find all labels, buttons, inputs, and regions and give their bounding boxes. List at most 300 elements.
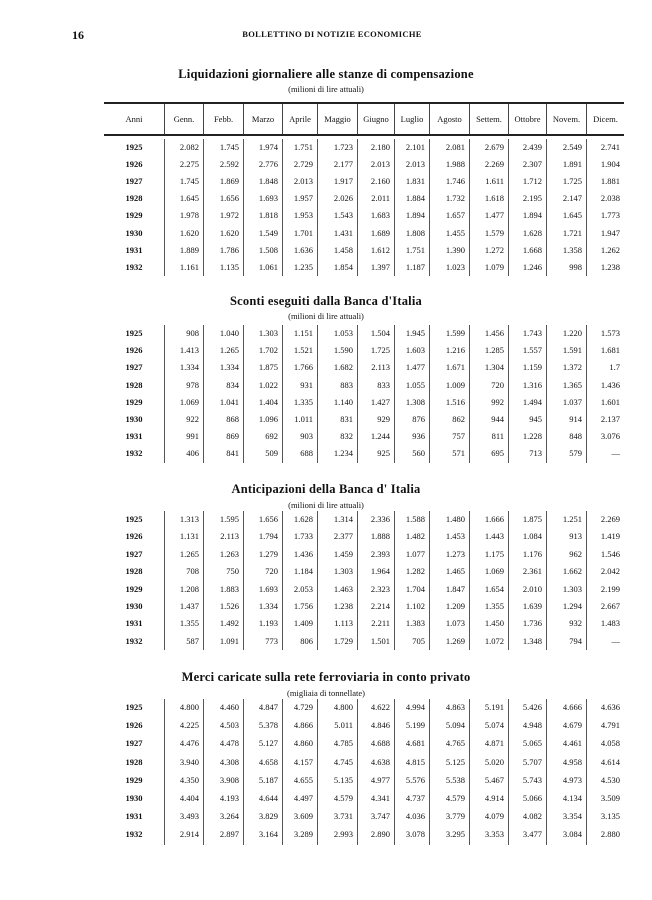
- value-cell: 2.729: [293, 159, 313, 170]
- value-cell: 2.147: [562, 193, 582, 204]
- year-cell: 1932: [125, 448, 143, 459]
- value-cell: 1.549: [258, 227, 278, 238]
- value-cell: 1.102: [405, 601, 425, 611]
- value-cell: 1.654: [484, 583, 504, 594]
- value-cell: 1.745: [179, 176, 199, 187]
- table-row: [104, 428, 624, 445]
- value-cell: 4.579: [445, 793, 465, 803]
- value-cell: 1.246: [522, 261, 542, 272]
- value-cell: 1.601: [600, 396, 620, 407]
- table-row: [104, 259, 624, 276]
- value-cell: 1.273: [445, 548, 465, 559]
- value-cell: 1.419: [600, 531, 620, 542]
- table-body: [104, 325, 624, 463]
- value-cell: 5.707: [522, 756, 542, 767]
- table-header: [104, 102, 624, 136]
- column-header: Maggio: [317, 104, 357, 134]
- value-cell: 1.603: [405, 345, 425, 356]
- value-cell: 1.279: [258, 548, 278, 559]
- value-cell: 1.303: [258, 328, 278, 338]
- value-cell: 1.579: [484, 227, 504, 238]
- value-cell: 3.264: [219, 811, 239, 822]
- value-cell: 4.745: [333, 756, 353, 767]
- value-cell: 1.269: [445, 635, 465, 646]
- value-cell: 1.884: [405, 193, 425, 204]
- section-subtitle: (milioni di lire attuali): [288, 311, 364, 321]
- value-cell: 1.355: [484, 601, 504, 611]
- value-cell: 931: [300, 379, 313, 390]
- value-cell: 2.361: [522, 566, 542, 577]
- value-cell: 1.794: [258, 531, 278, 542]
- value-cell: 4.622: [370, 702, 390, 712]
- value-cell: 1.397: [370, 261, 390, 272]
- value-cell: —: [611, 448, 620, 459]
- value-cell: 1.639: [522, 601, 542, 611]
- value-cell: 1.645: [179, 193, 199, 204]
- value-cell: 1.358: [562, 244, 582, 255]
- value-cell: 4.681: [405, 738, 425, 749]
- year-cell: 1928: [125, 566, 143, 577]
- value-cell: 1.701: [293, 227, 313, 238]
- value-cell: 1.657: [445, 210, 465, 221]
- value-cell: 1.733: [293, 531, 313, 542]
- column-header: Settem.: [469, 104, 508, 134]
- value-cell: 1.595: [219, 514, 239, 524]
- value-cell: 1.313: [179, 514, 199, 524]
- value-cell: 1.453: [445, 531, 465, 542]
- value-cell: 2.113: [220, 531, 239, 542]
- year-cell: 1926: [125, 159, 143, 170]
- value-cell: 5.125: [445, 756, 465, 767]
- value-cell: 4.847: [258, 702, 278, 712]
- value-cell: 1.7: [609, 362, 620, 373]
- value-cell: 1.208: [179, 583, 199, 594]
- table-row: [104, 808, 624, 825]
- value-cell: 1.978: [179, 210, 199, 221]
- value-cell: 1.557: [522, 345, 542, 356]
- value-cell: 1.477: [484, 210, 504, 221]
- value-cell: 1.508: [258, 244, 278, 255]
- value-cell: 932: [569, 618, 582, 629]
- value-cell: 4.497: [293, 793, 313, 803]
- year-cell: 1932: [125, 829, 143, 840]
- value-cell: 1.972: [219, 210, 239, 221]
- table-row: [104, 754, 624, 771]
- value-cell: 903: [300, 431, 313, 442]
- value-cell: 1.053: [333, 328, 353, 338]
- value-cell: 1.244: [370, 431, 390, 442]
- value-cell: 1.494: [522, 396, 542, 407]
- value-cell: 1.599: [445, 328, 465, 338]
- value-cell: 1.492: [219, 618, 239, 629]
- value-cell: 4.765: [445, 738, 465, 749]
- section-title: Anticipazioni della Banca d' Italia: [231, 482, 421, 496]
- value-cell: 1.668: [522, 244, 542, 255]
- value-cell: 4.193: [219, 793, 239, 803]
- value-cell: 3.164: [258, 829, 278, 840]
- value-cell: 1.037: [562, 396, 582, 407]
- value-cell: 1.704: [405, 583, 425, 594]
- value-cell: 5.538: [445, 774, 465, 785]
- value-cell: 1.526: [219, 601, 239, 611]
- value-cell: 1.069: [179, 396, 199, 407]
- value-cell: 1.725: [370, 345, 390, 356]
- value-cell: 2.101: [405, 142, 425, 152]
- table-row: [104, 826, 624, 843]
- value-cell: 1.964: [370, 566, 390, 577]
- value-cell: 688: [300, 448, 313, 459]
- value-cell: 4.914: [484, 793, 504, 803]
- table-body: [104, 511, 624, 650]
- table-row: [104, 615, 624, 632]
- year-cell: 1925: [125, 514, 143, 524]
- year-cell: 1927: [125, 548, 143, 559]
- year-cell: 1929: [125, 583, 143, 594]
- value-cell: 5.066: [522, 793, 542, 803]
- value-cell: 1.334: [179, 362, 199, 373]
- column-header: Anni: [125, 114, 143, 124]
- value-cell: 4.737: [405, 793, 425, 803]
- value-cell: 832: [340, 431, 353, 442]
- value-cell: 4.079: [484, 811, 504, 822]
- value-cell: 1.069: [484, 566, 504, 577]
- value-cell: 2.082: [179, 142, 199, 152]
- value-cell: 2.010: [522, 583, 542, 594]
- value-cell: 1.372: [562, 362, 582, 373]
- value-cell: 4.636: [600, 702, 620, 712]
- table-row: [104, 546, 624, 563]
- table-row: [104, 139, 624, 156]
- table-body: [104, 139, 624, 276]
- value-cell: 1.723: [333, 142, 353, 152]
- value-cell: 868: [226, 414, 239, 424]
- value-cell: 862: [452, 414, 465, 424]
- value-cell: 2.592: [219, 159, 239, 170]
- value-cell: 2.214: [370, 601, 390, 611]
- value-cell: 1.436: [600, 379, 620, 390]
- value-cell: 4.866: [293, 720, 313, 731]
- year-cell: 1930: [125, 414, 143, 424]
- value-cell: 1.335: [293, 396, 313, 407]
- value-cell: 2.336: [370, 514, 390, 524]
- value-cell: 1.745: [219, 142, 239, 152]
- value-cell: 1.743: [522, 328, 542, 338]
- value-cell: 1.831: [405, 176, 425, 187]
- value-cell: 3.779: [445, 811, 465, 822]
- value-cell: 2.439: [522, 142, 542, 152]
- year-cell: 1928: [125, 756, 143, 767]
- value-cell: 1.151: [293, 328, 313, 338]
- value-cell: 1.662: [562, 566, 582, 577]
- value-cell: 773: [265, 635, 278, 646]
- value-cell: 1.751: [405, 244, 425, 255]
- value-cell: 2.013: [405, 159, 425, 170]
- value-cell: 2.011: [371, 193, 390, 204]
- value-cell: 1.220: [562, 328, 582, 338]
- value-cell: 1.746: [445, 176, 465, 187]
- year-cell: 1932: [125, 261, 143, 272]
- table-row: [104, 225, 624, 242]
- value-cell: 1.875: [258, 362, 278, 373]
- value-cell: 1.234: [333, 448, 353, 459]
- value-cell: 1.773: [600, 210, 620, 221]
- value-cell: 1.480: [445, 514, 465, 524]
- value-cell: 848: [569, 431, 582, 442]
- year-cell: 1925: [125, 702, 143, 712]
- value-cell: 1.316: [522, 379, 542, 390]
- value-cell: 4.863: [445, 702, 465, 712]
- table-row: [104, 242, 624, 259]
- value-cell: 2.081: [445, 142, 465, 152]
- value-cell: 5.065: [522, 738, 542, 749]
- value-cell: 5.378: [258, 720, 278, 731]
- table-row: [104, 772, 624, 789]
- year-cell: 1925: [125, 142, 143, 152]
- value-cell: 831: [340, 414, 353, 424]
- value-cell: 1.314: [333, 514, 353, 524]
- value-cell: 3.609: [293, 811, 313, 822]
- value-cell: 2.269: [484, 159, 504, 170]
- value-cell: 1.175: [484, 548, 504, 559]
- value-cell: 1.209: [445, 601, 465, 611]
- value-cell: 1.303: [333, 566, 353, 577]
- value-cell: 1.193: [258, 618, 278, 629]
- value-cell: 1.477: [405, 362, 425, 373]
- table-row: [104, 207, 624, 224]
- value-cell: 3.353: [484, 829, 504, 840]
- value-cell: 2.042: [600, 566, 620, 577]
- value-cell: 5.199: [405, 720, 425, 731]
- value-cell: 1.009: [445, 379, 465, 390]
- value-cell: 998: [569, 261, 582, 272]
- table-row: [104, 598, 624, 615]
- value-cell: 1.187: [405, 261, 425, 272]
- table-row: [104, 325, 624, 342]
- value-cell: 4.958: [562, 756, 582, 767]
- value-cell: 1.636: [293, 244, 313, 255]
- column-header: Dicem.: [586, 104, 624, 134]
- column-header: Marzo: [243, 104, 282, 134]
- value-cell: 4.800: [179, 702, 199, 712]
- value-cell: 1.061: [258, 261, 278, 272]
- value-cell: 1.612: [370, 244, 390, 255]
- value-cell: 708: [186, 566, 199, 577]
- value-cell: 991: [186, 431, 199, 442]
- value-cell: 4.666: [562, 702, 582, 712]
- value-cell: 4.476: [179, 738, 199, 749]
- value-cell: 4.460: [219, 702, 239, 712]
- value-cell: 4.225: [179, 720, 199, 731]
- page-header: [72, 28, 592, 42]
- value-cell: 1.573: [600, 328, 620, 338]
- value-cell: 1.516: [445, 396, 465, 407]
- value-cell: 1.023: [445, 261, 465, 272]
- value-cell: 922: [186, 414, 199, 424]
- section-subtitle: (milioni di lire attuali): [288, 84, 364, 94]
- value-cell: 1.988: [445, 159, 465, 170]
- value-cell: 5.191: [484, 702, 504, 712]
- value-cell: 1.413: [179, 345, 199, 356]
- section-title: Liquidazioni giornaliere alle stanze di compensazione: [178, 67, 474, 81]
- section-subtitle: (milioni di lire attuali): [288, 500, 364, 510]
- value-cell: 1.409: [293, 618, 313, 629]
- running-title: BOLLETTINO DI NOTIZIE ECONOMICHE: [242, 29, 422, 39]
- value-cell: 3.477: [522, 829, 542, 840]
- table-body: [104, 699, 624, 845]
- value-cell: 3.747: [370, 811, 390, 822]
- value-cell: 1.294: [562, 601, 582, 611]
- value-cell: 4.341: [370, 793, 390, 803]
- value-cell: 2.741: [600, 142, 620, 152]
- value-cell: 4.800: [333, 702, 353, 712]
- value-cell: 4.530: [600, 774, 620, 785]
- page-number: 16: [72, 28, 84, 42]
- value-cell: 1.656: [258, 514, 278, 524]
- value-cell: 1.504: [370, 328, 390, 338]
- value-cell: 4.815: [405, 756, 425, 767]
- value-cell: 2.137: [600, 414, 620, 424]
- value-cell: 4.679: [562, 720, 582, 731]
- value-cell: 4.478: [219, 738, 239, 749]
- value-cell: 876: [412, 414, 425, 424]
- value-cell: 1.483: [600, 618, 620, 629]
- value-cell: 1.238: [600, 261, 620, 272]
- value-cell: 3.829: [258, 811, 278, 822]
- year-cell: 1930: [125, 601, 143, 611]
- value-cell: 3.908: [219, 774, 239, 785]
- table-row: [104, 377, 624, 394]
- value-cell: 1.974: [258, 142, 278, 152]
- value-cell: 2.914: [179, 829, 199, 840]
- year-cell: 1931: [125, 618, 143, 629]
- value-cell: 509: [265, 448, 278, 459]
- value-cell: 1.455: [445, 227, 465, 238]
- value-cell: 2.897: [219, 829, 239, 840]
- value-cell: 1.808: [405, 227, 425, 238]
- value-cell: 406: [186, 448, 199, 459]
- value-cell: 1.404: [258, 396, 278, 407]
- value-cell: 1.953: [293, 210, 313, 221]
- value-cell: 4.134: [562, 793, 582, 803]
- value-cell: 4.977: [370, 774, 390, 785]
- value-cell: 1.854: [333, 261, 353, 272]
- value-cell: 4.860: [293, 738, 313, 749]
- table-row: [104, 581, 624, 598]
- table-row: [104, 717, 624, 734]
- value-cell: 4.082: [522, 811, 542, 822]
- value-cell: 1.671: [445, 362, 465, 373]
- value-cell: 571: [452, 448, 465, 459]
- value-cell: 1.546: [600, 548, 620, 559]
- value-cell: 720: [491, 379, 504, 390]
- value-cell: 1.888: [370, 531, 390, 542]
- value-cell: 1.272: [484, 244, 504, 255]
- value-cell: 4.688: [370, 738, 390, 749]
- value-cell: 1.756: [293, 601, 313, 611]
- value-cell: 1.917: [333, 176, 353, 187]
- value-cell: 2.269: [600, 514, 620, 524]
- value-cell: 1.079: [484, 261, 504, 272]
- value-cell: 3.289: [293, 829, 313, 840]
- value-cell: 1.216: [445, 345, 465, 356]
- value-cell: 5.743: [522, 774, 542, 785]
- value-cell: 4.404: [179, 793, 199, 803]
- value-cell: 1.736: [522, 618, 542, 629]
- value-cell: 5.426: [522, 702, 542, 712]
- value-cell: 5.187: [258, 774, 278, 785]
- value-cell: 1.729: [333, 635, 353, 646]
- value-cell: 5.576: [405, 774, 425, 785]
- value-cell: 1.751: [293, 142, 313, 152]
- value-cell: 2.211: [371, 618, 390, 629]
- value-cell: 1.818: [258, 210, 278, 221]
- value-cell: 1.265: [219, 345, 239, 356]
- table-row: [104, 173, 624, 190]
- value-cell: 2.393: [370, 548, 390, 559]
- value-cell: 1.131: [179, 531, 199, 542]
- value-cell: 834: [226, 379, 239, 390]
- value-cell: 1.521: [293, 345, 313, 356]
- value-cell: 1.891: [562, 159, 582, 170]
- year-cell: 1927: [125, 362, 143, 373]
- value-cell: 1.011: [294, 414, 313, 424]
- column-header: Ottobre: [508, 104, 546, 134]
- year-cell: 1931: [125, 431, 143, 442]
- value-cell: 944: [491, 414, 504, 424]
- value-cell: 1.721: [562, 227, 582, 238]
- value-cell: 1.055: [405, 379, 425, 390]
- year-cell: 1928: [125, 379, 143, 390]
- value-cell: 1.712: [522, 176, 542, 187]
- column-header: Luglio: [394, 104, 429, 134]
- value-cell: 1.265: [179, 548, 199, 559]
- value-cell: 1.308: [405, 396, 425, 407]
- value-cell: 1.390: [445, 244, 465, 255]
- value-cell: 2.880: [600, 829, 620, 840]
- value-cell: 936: [412, 431, 425, 442]
- value-cell: 560: [412, 448, 425, 459]
- year-cell: 1931: [125, 244, 143, 255]
- value-cell: 1.693: [258, 193, 278, 204]
- value-cell: 4.614: [600, 756, 620, 767]
- value-cell: 1.620: [219, 227, 239, 238]
- value-cell: 757: [452, 431, 465, 442]
- value-cell: 2.890: [370, 829, 390, 840]
- value-cell: 2.307: [522, 159, 542, 170]
- table-row: [104, 394, 624, 411]
- column-header: Agosto: [429, 104, 469, 134]
- value-cell: 4.729: [293, 702, 313, 712]
- value-cell: 4.157: [293, 756, 313, 767]
- value-cell: 2.177: [333, 159, 353, 170]
- value-cell: 883: [340, 379, 353, 390]
- value-cell: 2.013: [293, 176, 313, 187]
- value-cell: 4.503: [219, 720, 239, 731]
- value-cell: 841: [226, 448, 239, 459]
- value-cell: 1.681: [600, 345, 620, 356]
- value-cell: 2.180: [370, 142, 390, 152]
- value-cell: 1.235: [293, 261, 313, 272]
- value-cell: 992: [491, 396, 504, 407]
- value-cell: 962: [569, 548, 582, 559]
- year-cell: 1929: [125, 774, 143, 785]
- value-cell: 1.881: [600, 176, 620, 187]
- value-cell: 4.655: [293, 774, 313, 785]
- year-cell: 1931: [125, 811, 143, 822]
- column-header: Genn.: [164, 104, 203, 134]
- value-cell: 1.456: [484, 328, 504, 338]
- value-cell: 587: [186, 635, 199, 646]
